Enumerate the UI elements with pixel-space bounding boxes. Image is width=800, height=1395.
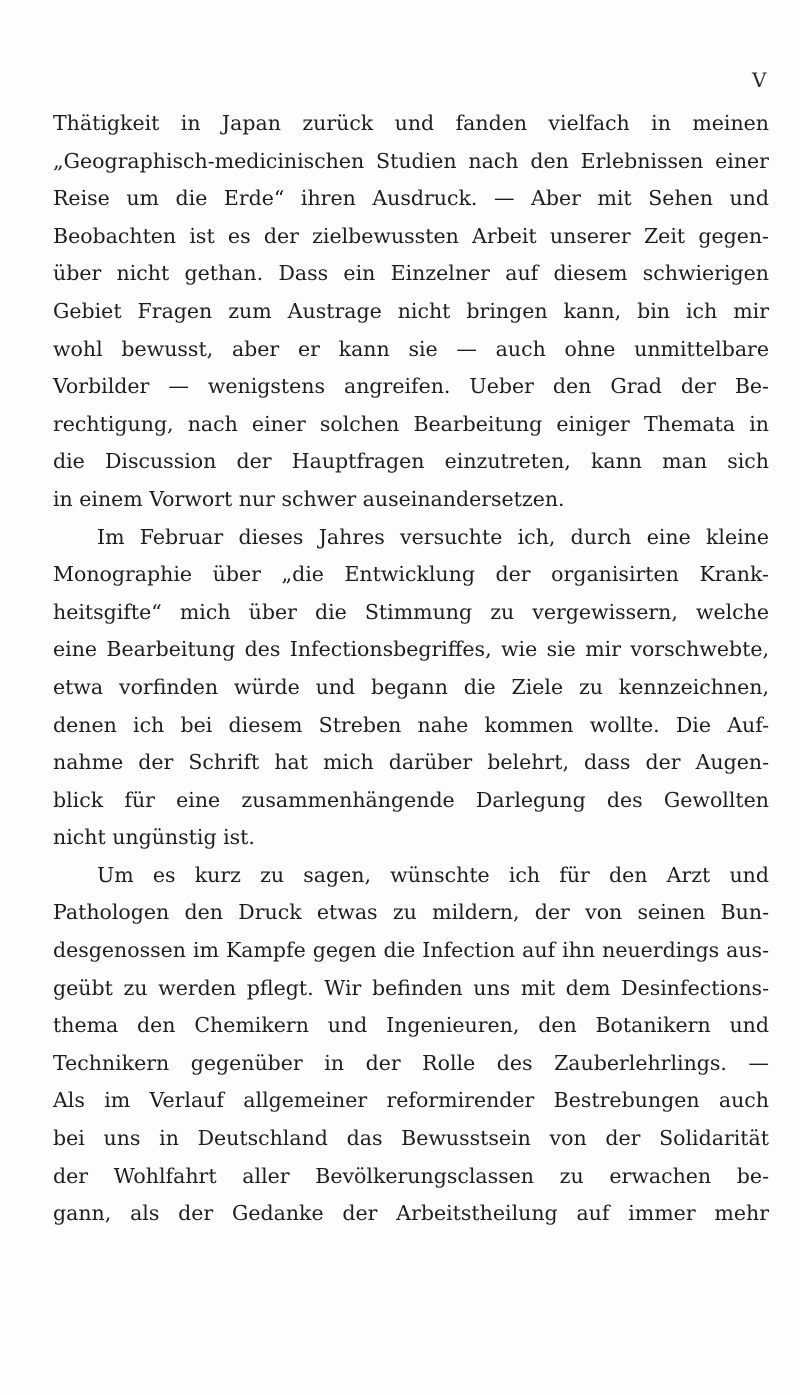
body-text <box>53 105 769 1233</box>
text-line: Thätigkeit in Japan zurück und fanden vielfach in meinen <box>53 111 769 135</box>
text-line: eine Bearbeitung des Infectionsbegriffes, wie sie mir vorschwebte, <box>53 637 769 662</box>
text-line: Gebiet Fragen zum Austrage nicht bringen kann, bin ich mir <box>53 298 769 323</box>
text-line: bei uns in Deutschland das Bewusstsein von der Solidarität <box>53 1126 769 1151</box>
text-line: Als im Verlauf allgemeiner reformirender Bestrebungen auch <box>53 1088 769 1113</box>
text-line: Im Februar dieses Jahres versuchte ich, durch eine kleine <box>97 524 769 549</box>
text-line: blick für eine zusammenhängende Darlegung des Gewollten <box>53 787 769 812</box>
text-line: geübt zu werden pflegt. Wir befinden uns mit dem Desinfections- <box>53 975 769 1000</box>
text-line: in einem Vorwort nur schwer auseinandersetzen. <box>53 486 565 511</box>
text-line: thema den Chemikern und Ingenieuren, den Botanikern und <box>53 1013 769 1038</box>
text-line: Technikern gegenüber in der Rolle des Zauberlehrlings. — <box>53 1050 769 1075</box>
text-line: „Geographisch-medicinischen Studien nach den Erlebnissen einer <box>53 148 769 173</box>
text-line: der Wohlfahrt aller Bevölkerungsclassen zu erwachen be- <box>53 1163 769 1188</box>
text-line: Beobachten ist es der zielbewussten Arbeit unserer Zeit gegen- <box>53 223 769 248</box>
text-line: rechtigung, nach einer solchen Bearbeitung einiger Themata in <box>53 411 769 436</box>
text-line: Vorbilder — wenigstens angreifen. Ueber den Grad der Be- <box>53 374 769 399</box>
text-line: desgenossen im Kampfe gegen die Infection auf ihn neuerdings aus- <box>53 938 769 963</box>
text-line: Pathologen den Druck etwas zu mildern, der von seinen Bun- <box>53 900 769 925</box>
text-line: etwa vorfinden würde und begann die Ziele zu kennzeichnen, <box>53 674 769 699</box>
text-line: nicht ungünstig ist. <box>53 825 255 850</box>
text-line: gann, als der Gedanke der Arbeitstheilung auf immer mehr <box>53 1201 769 1226</box>
text-line: denen ich bei diesem Streben nahe kommen wollte. Die Auf- <box>53 712 769 737</box>
text-line: Reise um die Erde“ ihren Ausdruck. — Aber mit Sehen und <box>53 186 769 211</box>
page-number: V <box>752 68 767 92</box>
text-line: heitsgifte“ mich über die Stimmung zu vergewissern, welche <box>53 599 769 624</box>
text-line: nahme der Schrift hat mich darüber belehrt, dass der Augen- <box>53 750 769 775</box>
text-line: über nicht gethan. Dass ein Einzelner auf diesem schwierigen <box>53 261 769 286</box>
text-line: Monographie über „die Entwicklung der organisirten Krank- <box>53 562 769 587</box>
text-line: Um es kurz zu sagen, wünschte ich für den Arzt und <box>97 862 769 887</box>
text-line: wohl bewusst, aber er kann sie — auch ohne unmittelbare <box>53 336 769 361</box>
text-line: die Discussion der Hauptfragen einzutreten, kann man sich <box>53 449 769 474</box>
